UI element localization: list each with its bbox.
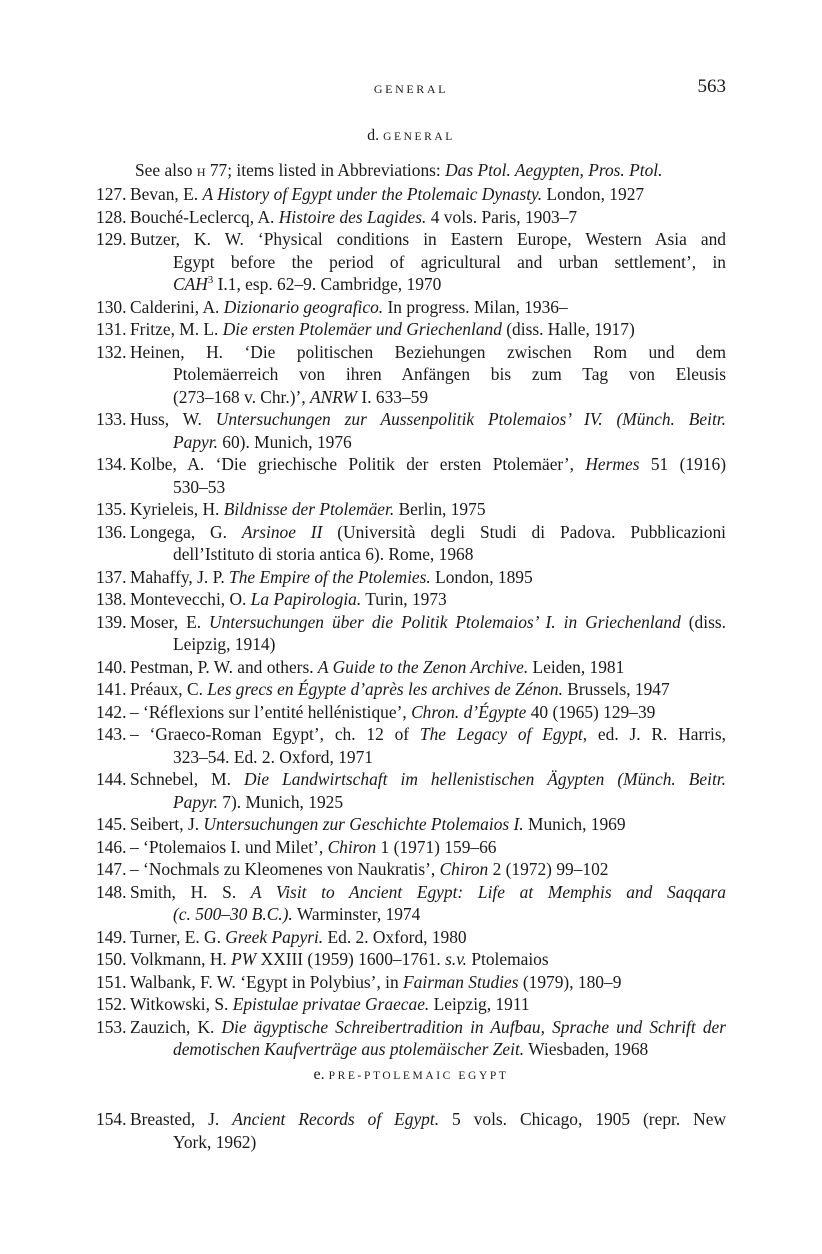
entry-text bbox=[130, 836, 726, 859]
bibliography-entry bbox=[96, 1108, 726, 1153]
entry-text bbox=[130, 566, 726, 589]
entry-line: Bevan, E. A History of Egypt under the Ptolemaic Dynasty. London, 1927 bbox=[130, 184, 645, 204]
entry-number: 146. bbox=[96, 836, 127, 857]
entry-text bbox=[130, 768, 726, 813]
section-title: PRE-PTOLEMAIC EGYPT bbox=[328, 1070, 509, 1082]
bibliography-entry bbox=[96, 701, 726, 724]
bibliography-entry bbox=[96, 521, 726, 566]
bibliography-entry bbox=[96, 926, 726, 949]
bibliography-entry bbox=[96, 453, 726, 498]
bibliography-entry bbox=[96, 723, 726, 768]
bibliography-entry bbox=[96, 228, 726, 296]
entry-line: Turner, E. G. Greek Papyri. Ed. 2. Oxford, 1980 bbox=[130, 926, 467, 947]
entry-number: 134. bbox=[96, 454, 127, 474]
entry-text bbox=[130, 183, 726, 206]
bibliography-entry bbox=[96, 611, 726, 656]
entry-text bbox=[130, 813, 726, 836]
bibliography-list-pre-ptolemaic bbox=[96, 1108, 726, 1153]
entry-line: Butzer, K. W. ‘Physical conditions in Eastern Europe, Western Asia and bbox=[130, 229, 726, 249]
entry-line: Schnebel, M. Die Landwirtschaft im hellenistischen Ägypten (Münch. Beitr. bbox=[130, 769, 726, 789]
entry-text bbox=[130, 723, 726, 768]
entry-line: Préaux, C. Les grecs en Égypte d’après les archives de Zénon. Brussels, 1947 bbox=[130, 679, 670, 699]
entry-text bbox=[130, 453, 726, 498]
entry-number: 128. bbox=[96, 206, 127, 227]
entry-number: 127. bbox=[96, 184, 127, 204]
bibliography-entry bbox=[96, 768, 726, 813]
entry-line: Fritze, M. L. Die ersten Ptolemäer und Griechenland (diss. Halle, 1917) bbox=[130, 319, 635, 339]
entry-text bbox=[130, 588, 726, 611]
entry-text bbox=[130, 498, 726, 521]
bibliography-entry bbox=[96, 813, 726, 836]
entry-line: CAH$^3$ I.1, esp. 62–9. Cambridge, 1970 bbox=[173, 274, 442, 294]
entry-line: Heinen, H. ‘Die politischen Beziehungen zwischen Rom und dem bbox=[130, 341, 726, 362]
entry-text bbox=[130, 206, 726, 229]
entry-text bbox=[130, 318, 726, 341]
entry-number: 139. bbox=[96, 611, 127, 632]
entry-line: 530–53 bbox=[173, 476, 226, 497]
bibliography-entry bbox=[96, 836, 726, 859]
entry-number: 138. bbox=[96, 589, 127, 609]
entry-line: dell’Istituto di storia antica 6). Rome, 1968 bbox=[173, 544, 474, 564]
entry-line: (273–168 v. Chr.)’, ANRW I. 633–59 bbox=[173, 386, 429, 407]
entry-line: Smith, H. S. A Visit to Ancient Egypt: Life at Memphis and Saqqara bbox=[130, 881, 727, 902]
entry-text bbox=[130, 971, 726, 994]
entry-text bbox=[130, 926, 726, 949]
entry-text bbox=[130, 341, 726, 409]
entry-number: 140. bbox=[96, 656, 127, 677]
entry-line: Egypt before the period of agricultural and urban settlement’, in bbox=[173, 251, 726, 272]
entry-text bbox=[130, 948, 726, 971]
entry-number: 142. bbox=[96, 701, 127, 722]
entry-text bbox=[130, 296, 726, 319]
section-letter: d. bbox=[367, 127, 380, 144]
section-letter: e. bbox=[313, 1066, 325, 1083]
entry-line: Pestman, P. W. and others. A Guide to the Zenon Archive. Leiden, 1981 bbox=[130, 656, 625, 677]
entry-number: 132. bbox=[96, 341, 127, 362]
entry-text bbox=[130, 1016, 726, 1061]
entry-number: 149. bbox=[96, 926, 127, 947]
entry-text bbox=[130, 656, 726, 679]
bibliography-entry bbox=[96, 656, 726, 679]
entry-text bbox=[130, 678, 726, 701]
entry-line: York, 1962) bbox=[173, 1131, 257, 1152]
entry-line: Seibert, J. Untersuchungen zur Geschichte Ptolemaios I. Munich, 1969 bbox=[130, 814, 626, 834]
entry-line: Papyr. 7). Munich, 1925 bbox=[173, 791, 344, 812]
entry-line: Kolbe, A. ‘Die griechische Politik der ersten Ptolemäer’, Hermes 51 (1916) bbox=[130, 454, 726, 474]
entry-line: – ‘Réflexions sur l’entité hellénistique’, Chron. d’Égypte 40 (1965) 129–39 bbox=[130, 701, 656, 722]
entry-line: Kyrieleis, H. Bildnisse der Ptolemäer. Berlin, 1975 bbox=[130, 499, 486, 519]
entry-text bbox=[130, 521, 726, 566]
bibliography-entry bbox=[96, 408, 726, 453]
entry-line: (c. 500–30 B.C.). Warminster, 1974 bbox=[173, 904, 421, 924]
section-heading-pre-ptolemaic bbox=[0, 1066, 822, 1084]
entry-text bbox=[130, 611, 726, 656]
section-title: GENERAL bbox=[383, 131, 455, 143]
entry-line: Zauzich, K. Die ägyptische Schreibertradition in Aufbau, Sprache und Schrift der bbox=[130, 1016, 727, 1037]
entry-line: Moser, E. Untersuchungen über die Politik Ptolemaios’ I. in Griechenland (diss. bbox=[130, 611, 726, 632]
entry-number: 143. bbox=[96, 724, 127, 744]
entry-text bbox=[130, 701, 726, 724]
section-heading-general bbox=[0, 127, 822, 145]
entry-number: 148. bbox=[96, 881, 127, 902]
entry-number: 144. bbox=[96, 769, 127, 789]
entry-line: Calderini, A. Dizionario geografico. In progress. Milan, 1936– bbox=[130, 296, 568, 317]
entry-line: Mahaffy, J. P. The Empire of the Ptolemies. London, 1895 bbox=[130, 566, 533, 587]
bibliography-entry bbox=[96, 971, 726, 994]
entry-number: 151. bbox=[96, 971, 127, 992]
entry-line: – ‘Graeco-Roman Egypt’, ch. 12 of The Legacy of Egypt, ed. J. R. Harris, bbox=[130, 724, 726, 744]
entry-text bbox=[130, 858, 726, 881]
entry-number: 131. bbox=[96, 319, 127, 339]
entry-line: Papyr. 60). Munich, 1976 bbox=[173, 431, 352, 452]
entry-number: 147. bbox=[96, 859, 127, 879]
entry-text bbox=[130, 408, 726, 453]
bibliography-entry bbox=[96, 948, 726, 971]
bibliography-entry bbox=[96, 498, 726, 521]
entry-line: Volkmann, H. PW XXIII (1959) 1600–1761. s.v. Ptolemaios bbox=[130, 949, 549, 969]
entry-line: Leipzig, 1914) bbox=[173, 634, 276, 654]
entry-number: 135. bbox=[96, 499, 127, 519]
entry-line: Breasted, J. Ancient Records of Egypt. 5 vols. Chicago, 1905 (repr. New bbox=[130, 1109, 727, 1129]
entry-line: Montevecchi, O. La Papirologia. Turin, 1973 bbox=[130, 589, 447, 609]
bibliography-entry bbox=[96, 566, 726, 589]
bibliography-list-general bbox=[96, 183, 726, 1061]
entry-text bbox=[130, 228, 726, 296]
entry-number: 130. bbox=[96, 296, 127, 317]
entry-number: 150. bbox=[96, 949, 127, 969]
entry-line: Ptolemäerreich von ihren Anfängen bis zum Tag von Eleusis bbox=[173, 364, 726, 384]
bibliography-entry bbox=[96, 206, 726, 229]
bibliography-entry bbox=[96, 678, 726, 701]
bibliography-entry bbox=[96, 588, 726, 611]
entry-line: Huss, W. Untersuchungen zur Aussenpolitik Ptolemaios’ IV. (Münch. Beitr. bbox=[130, 409, 726, 429]
entry-line: Longega, G. Arsinoe II (Università degli Studi di Padova. Pubblicazioni bbox=[130, 521, 726, 542]
bibliography-entry bbox=[96, 296, 726, 319]
bibliography-entry bbox=[96, 341, 726, 409]
bibliography-entry bbox=[96, 881, 726, 926]
entry-number: 133. bbox=[96, 409, 127, 429]
bibliography-entry bbox=[96, 1016, 726, 1061]
entry-number: 137. bbox=[96, 566, 127, 587]
entry-number: 154. bbox=[96, 1109, 127, 1129]
entry-line: – ‘Ptolemaios I. und Milet’, Chiron 1 (1971) 159–66 bbox=[130, 836, 497, 857]
entry-text bbox=[130, 993, 726, 1016]
entry-text bbox=[130, 1108, 726, 1153]
running-head: GENERAL bbox=[373, 82, 449, 96]
entry-number: 152. bbox=[96, 994, 127, 1014]
entry-number: 145. bbox=[96, 814, 127, 834]
entry-text bbox=[130, 881, 726, 926]
bibliography-entry bbox=[96, 993, 726, 1016]
see-also-note: See also H 77; items listed in Abbreviations: Das Ptol. Aegypten, Pros. Ptol. bbox=[135, 160, 663, 180]
entry-line: – ‘Nochmals zu Kleomenes von Naukratis’, Chiron 2 (1972) 99–102 bbox=[130, 859, 609, 879]
page-number: 563 bbox=[697, 76, 726, 97]
entry-number: 141. bbox=[96, 679, 127, 699]
bibliography-entry bbox=[96, 183, 726, 206]
entry-line: demotischen Kaufverträge aus ptolemäischer Zeit. Wiesbaden, 1968 bbox=[173, 1039, 649, 1059]
entry-number: 136. bbox=[96, 521, 127, 542]
entry-line: 323–54. Ed. 2. Oxford, 1971 bbox=[173, 746, 373, 767]
bibliography-entry bbox=[96, 318, 726, 341]
entry-line: Bouché-Leclercq, A. Histoire des Lagides. 4 vols. Paris, 1903–7 bbox=[130, 206, 578, 227]
entry-line: Walbank, F. W. ‘Egypt in Polybius’, in Fairman Studies (1979), 180–9 bbox=[130, 971, 622, 992]
bibliography-entry bbox=[96, 858, 726, 881]
entry-number: 129. bbox=[96, 229, 127, 249]
entry-line: Witkowski, S. Epistulae privatae Graecae. Leipzig, 1911 bbox=[130, 994, 530, 1014]
entry-number: 153. bbox=[96, 1016, 127, 1037]
